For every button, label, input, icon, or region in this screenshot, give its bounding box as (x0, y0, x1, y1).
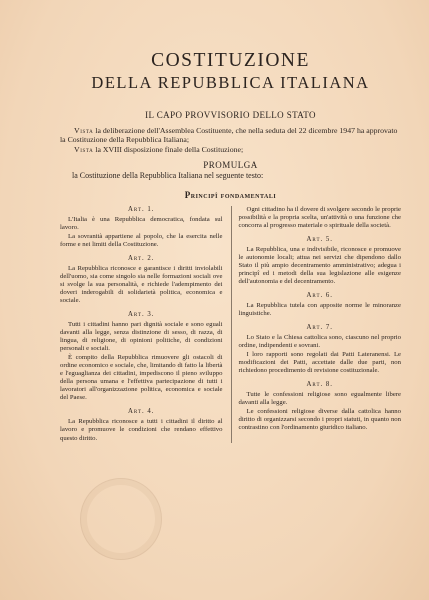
preamble-vista-2: Vista la XVIII disposizione finale della Costituzione; (74, 144, 244, 154)
article-heading: Art. 7. (306, 324, 333, 332)
faint-seal-stamp (80, 478, 162, 560)
preamble-heading: IL CAPO PROVVISORIO DELLO STATO (145, 110, 316, 121)
article-heading: Art. 1. (128, 205, 155, 213)
article-paragraph: La Repubblica, una e indivisibile, riconosce e promuove le autonomie locali; attua nei servizi che dipendono dallo Stato il più ampio decentramento amministrativo; adegua i principî ed i metodi della sua legislazione alle esigenze dell'autonomia e del decentramento. (238, 245, 401, 286)
article-paragraph: La Repubblica tutela con apposite norme le minoranze linguistiche. (238, 302, 401, 318)
article-heading: Art. 8. (306, 381, 333, 389)
article-paragraph: L'Italia è una Repubblica democratica, fondata sul lavoro. (60, 215, 223, 231)
article-paragraph: Tutte le confessioni religiose sono egualmente libere davanti alla legge. (238, 391, 401, 407)
article-heading: Art. 5. (306, 235, 333, 243)
article-paragraph: Tutti i cittadini hanno pari dignità sociale e sono eguali davanti alla legge, senza distinzione di sesso, di razza, di lingua, di religione, di opinioni politiche, di condizioni personali e sociali. (60, 321, 223, 353)
title-line-2: DELLA REPUBBLICA ITALIANA (91, 72, 370, 92)
articles-columns (60, 206, 401, 443)
section-title: Principî fondamentali (184, 189, 277, 200)
promulga-intro: la Costituzione della Repubblica Italiana nel seguente testo: (72, 170, 264, 180)
article-paragraph: È compito della Repubblica rimuovere gli ostacoli di ordine economico e sociale, che, limitando di fatto la libertà e l'eguaglianza dei cittadini, impediscono il pieno sviluppo della persona umana e l'effettiva partecipazione di tutti i lavoratori all'organizzazione politica, economica e sociale del Paese. (60, 354, 223, 402)
right-column (231, 206, 402, 443)
article-heading: Art. 2. (128, 254, 155, 262)
article-heading: Art. 6. (306, 292, 333, 300)
article-paragraph: La Repubblica riconosce a tutti i cittadini il diritto al lavoro e promuove le condizioni che rendano effettivo questo diritto. (60, 418, 223, 442)
promulga-heading: PROMULGA (203, 159, 258, 170)
article-paragraph: I loro rapporti sono regolati dai Patti Lateranensi. Le modificazioni dei Patti, accettate dalle due parti, non richiedono procedimento di revisione costituzionale. (238, 351, 401, 375)
article-paragraph: La Repubblica riconosce e garantisce i diritti inviolabili dell'uomo, sia come singolo sia nelle formazioni sociali ove si svolge la sua personalità, e richiede l'adempimento dei doveri inderogabili di solidarietà politica, economica e sociale. (60, 264, 223, 305)
article-heading: Art. 3. (128, 311, 155, 319)
article-paragraph: La sovranità appartiene al popolo, che la esercita nelle forme e nei limiti della Costituzione. (60, 232, 223, 248)
article-paragraph: Ogni cittadino ha il dovere di svolgere secondo le proprie possibilità e la propria scelta, un'attività o una funzione che concorra al progresso materiale o spirituale della società. (238, 205, 401, 229)
title-line-1: COSTITUZIONE (151, 50, 310, 71)
document-title (60, 50, 401, 92)
preamble-vista-1: Vista la deliberazione dell'Assemblea Costituente, che nella seduta del 22 dicembre 1947 ha approvato la Costituzione della Repubblica Italiana; (60, 126, 398, 145)
left-column (60, 206, 223, 443)
article-paragraph: Le confessioni religiose diverse dalla cattolica hanno diritto di organizzarsi secondo i propri statuti, in quanto non contrastino con l'ordinamento giuridico italiano. (238, 408, 401, 432)
article-paragraph: Lo Stato e la Chiesa cattolica sono, ciascuno nel proprio ordine, indipendenti e sovrani. (238, 334, 401, 350)
article-heading: Art. 4. (128, 408, 155, 416)
